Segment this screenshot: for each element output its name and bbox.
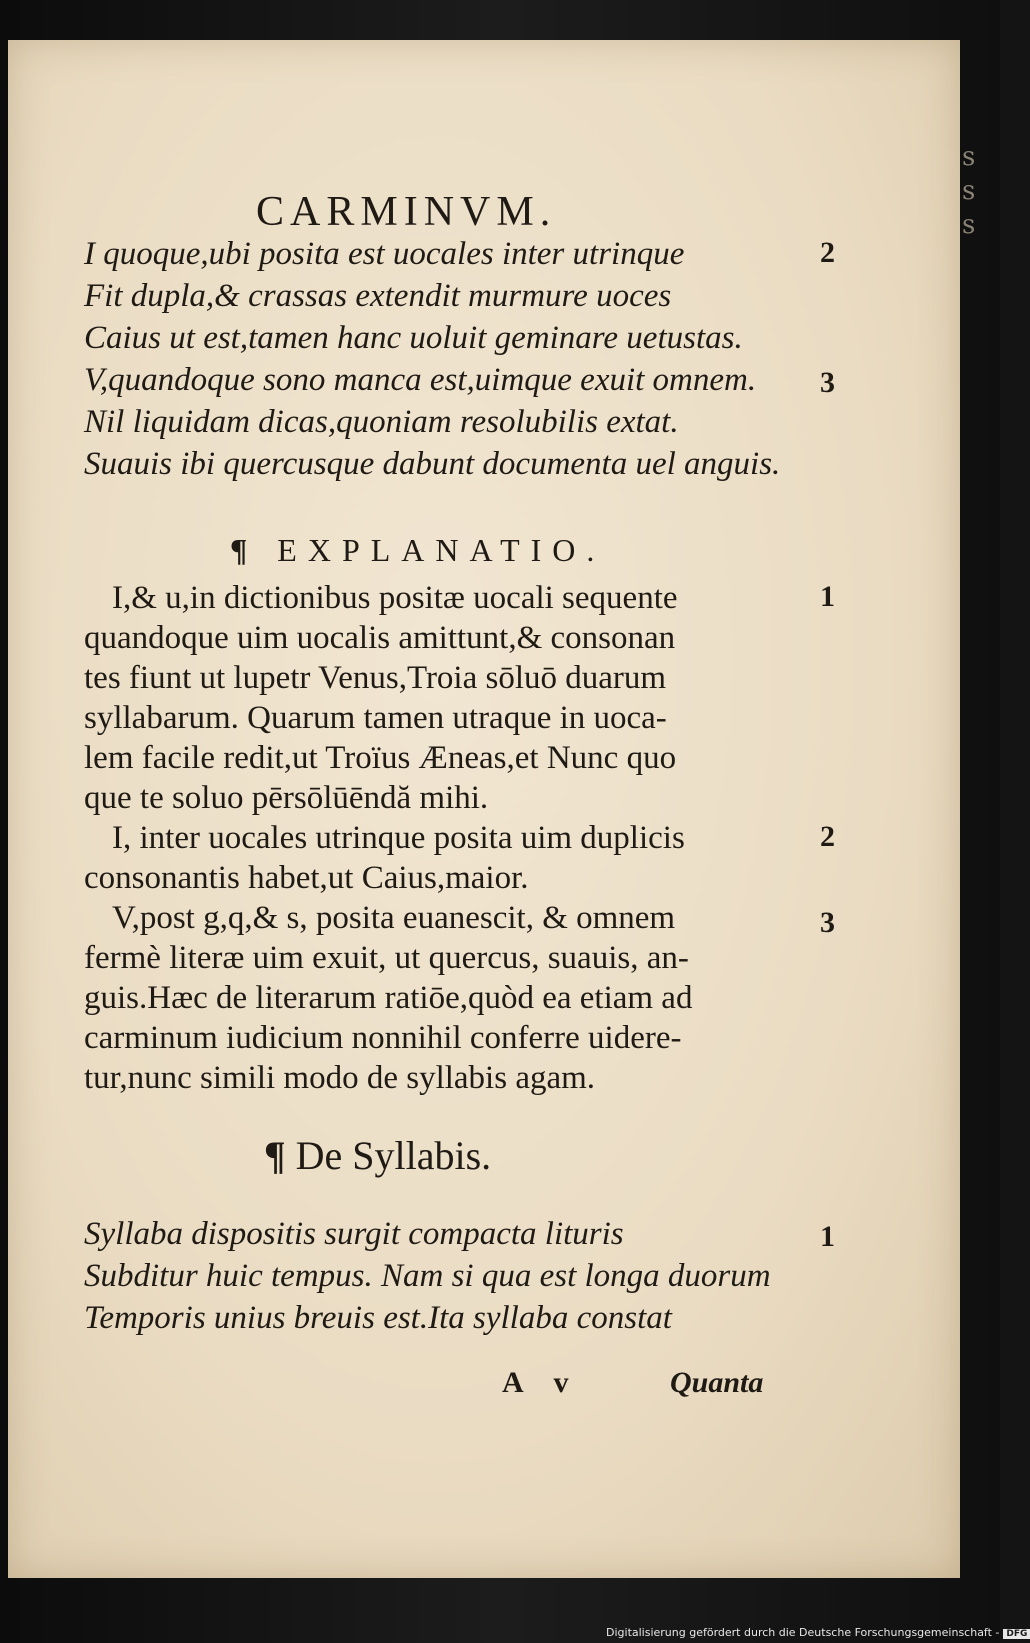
edge-char: s bbox=[962, 176, 976, 206]
prose-line: tes fiunt ut lupetr Venus,Troia sōluō duarum bbox=[84, 660, 667, 696]
pilcrow-icon: ¶ bbox=[230, 532, 259, 568]
section-heading-explanatio bbox=[230, 532, 605, 569]
prose-line: quandoque uim uocalis amittunt,& consonan bbox=[84, 620, 676, 656]
prose-line: consonantis habet,ut Caius,maior. bbox=[84, 860, 529, 896]
dfg-logo: DFG bbox=[1003, 1629, 1030, 1639]
verse-line: V,quandoque sono manca est,uimque exuit omnem. bbox=[84, 362, 757, 398]
adjacent-page-edge bbox=[962, 140, 1000, 340]
credit-text: Digitalisierung gefördert durch die Deutsche Forschungsgemeinschaft - bbox=[606, 1626, 1000, 1639]
prose-line: syllabarum. Quarum tamen utraque in uoca- bbox=[84, 700, 667, 736]
prose-line: I, inter uocales utrinque posita uim duplicis bbox=[112, 820, 685, 856]
prose-line: I,& u,in dictionibus positæ uocali sequente bbox=[112, 580, 678, 616]
digitization-credit bbox=[606, 1626, 1030, 1639]
prose-line: que te soluo pērsōlūēndă mihi. bbox=[84, 780, 489, 816]
prose-line: V,post g,q,& s, posita euanescit, & omnem bbox=[112, 900, 676, 936]
pilcrow-icon: ¶ bbox=[264, 1133, 286, 1178]
verse-line: Fit dupla,& crassas extendit murmure uoces bbox=[84, 278, 672, 314]
verse-line: Caius ut est,tamen hanc uoluit geminare uetustas. bbox=[84, 320, 743, 356]
verse-line: Temporis unius breuis est.Ita syllaba constat bbox=[84, 1300, 672, 1336]
margin-number: 2 bbox=[820, 236, 835, 269]
section-heading-de-syllabis bbox=[264, 1132, 491, 1179]
margin-number: 3 bbox=[820, 366, 835, 399]
signature-mark: A v bbox=[502, 1366, 581, 1399]
verse-line: Suauis ibi quercusque dabunt documenta uel anguis. bbox=[84, 446, 781, 482]
heading-text: De Syllabis. bbox=[295, 1133, 492, 1178]
edge-char: s bbox=[962, 210, 976, 240]
verse-line: I quoque,ubi posita est uocales inter utrinque bbox=[84, 236, 685, 272]
prose-line: tur,nunc simili modo de syllabis agam. bbox=[84, 1060, 596, 1096]
margin-number: 1 bbox=[820, 1220, 835, 1253]
prose-line: fermè literæ uim exuit, ut quercus, suauis, an- bbox=[84, 940, 689, 976]
catchword: Quanta bbox=[670, 1366, 764, 1399]
verse-line: Subditur huic tempus. Nam si qua est longa duorum bbox=[84, 1258, 771, 1294]
prose-line: guis.Hæc de literarum ratiōe,quòd ea etiam ad bbox=[84, 980, 693, 1016]
running-title: CARMINVM. bbox=[256, 189, 557, 235]
verse-line: Syllaba dispositis surgit compacta lituris bbox=[84, 1216, 624, 1252]
verse-line: Nil liquidam dicas,quoniam resolubilis extat. bbox=[84, 404, 679, 440]
margin-number: 1 bbox=[820, 580, 835, 613]
prose-line: lem facile redit,ut Troïus Æneas,et Nunc quo bbox=[84, 740, 677, 776]
edge-char: s bbox=[962, 142, 976, 172]
book-page bbox=[8, 40, 960, 1578]
margin-number: 2 bbox=[820, 820, 835, 853]
heading-text: EXPLANATIO. bbox=[277, 532, 606, 568]
margin-number: 3 bbox=[820, 906, 835, 939]
prose-line: carminum iudicium nonnihil conferre uidere- bbox=[84, 1020, 682, 1056]
